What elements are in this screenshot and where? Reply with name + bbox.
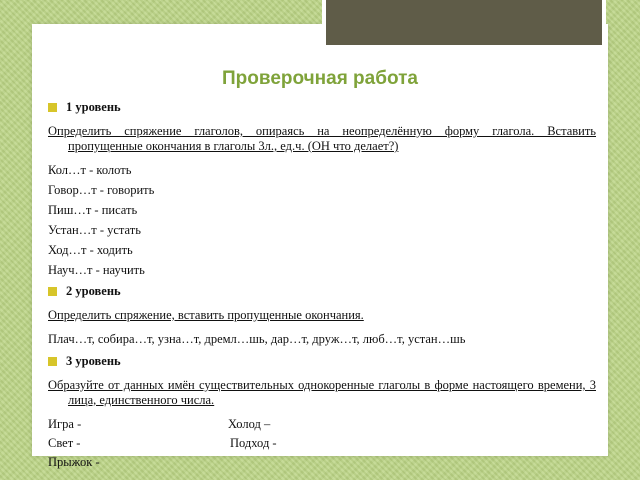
level2-heading xyxy=(48,284,596,299)
level3-heading-text: 3 уровень xyxy=(66,354,121,368)
level1-heading-text: 1 уровень xyxy=(66,100,121,114)
bullet-icon xyxy=(48,357,57,366)
word-row xyxy=(48,455,596,470)
level3-task xyxy=(48,378,596,408)
level1-task-line2: пропущенные окончания в глаголы 3л., ед.ч. (ОН что делает?) xyxy=(68,139,399,153)
level3-heading xyxy=(48,354,596,369)
list-item: Устан…т - устать xyxy=(48,223,141,237)
list-item: Ход…т - ходить xyxy=(48,243,133,257)
word-row xyxy=(48,436,596,451)
decorative-header-box xyxy=(322,0,606,49)
page-title: Проверочная работа xyxy=(222,68,418,89)
list-item: Кол…т - колоть xyxy=(48,163,132,177)
slide-content xyxy=(48,100,596,474)
bullet-icon xyxy=(48,103,57,112)
level2-task: Определить спряжение, вставить пропущенные окончания. xyxy=(48,308,364,322)
level2-heading-text: 2 уровень xyxy=(66,284,121,298)
level2-words: Плач…т, собира…т, узна…т, дремл…шь, дар…т, друж…т, люб…т, устан…шь xyxy=(48,332,466,346)
level1-heading xyxy=(48,100,596,115)
list-item: Науч…т - научить xyxy=(48,263,145,277)
word-row xyxy=(48,417,596,432)
bullet-icon xyxy=(48,287,57,296)
list-item: Говор…т - говорить xyxy=(48,183,155,197)
word-left: Игра - xyxy=(48,417,82,431)
word-right: Холод – xyxy=(228,417,271,431)
level1-task-line1: Определить спряжение глаголов, опираясь на неопределённую форму глагола. Вставить xyxy=(48,124,596,138)
word-right: Подход - xyxy=(230,436,277,450)
list-item: Пиш…т - писать xyxy=(48,203,138,217)
level1-task xyxy=(48,124,596,154)
word-left: Свет - xyxy=(48,436,81,450)
level3-task-line2: лица, единственного числа. xyxy=(68,393,215,407)
word-left: Прыжок - xyxy=(48,455,100,469)
level3-task-line1: Образуйте от данных имён существительных однокоренные глаголы в форме настоящего времени, 3 xyxy=(48,378,596,392)
